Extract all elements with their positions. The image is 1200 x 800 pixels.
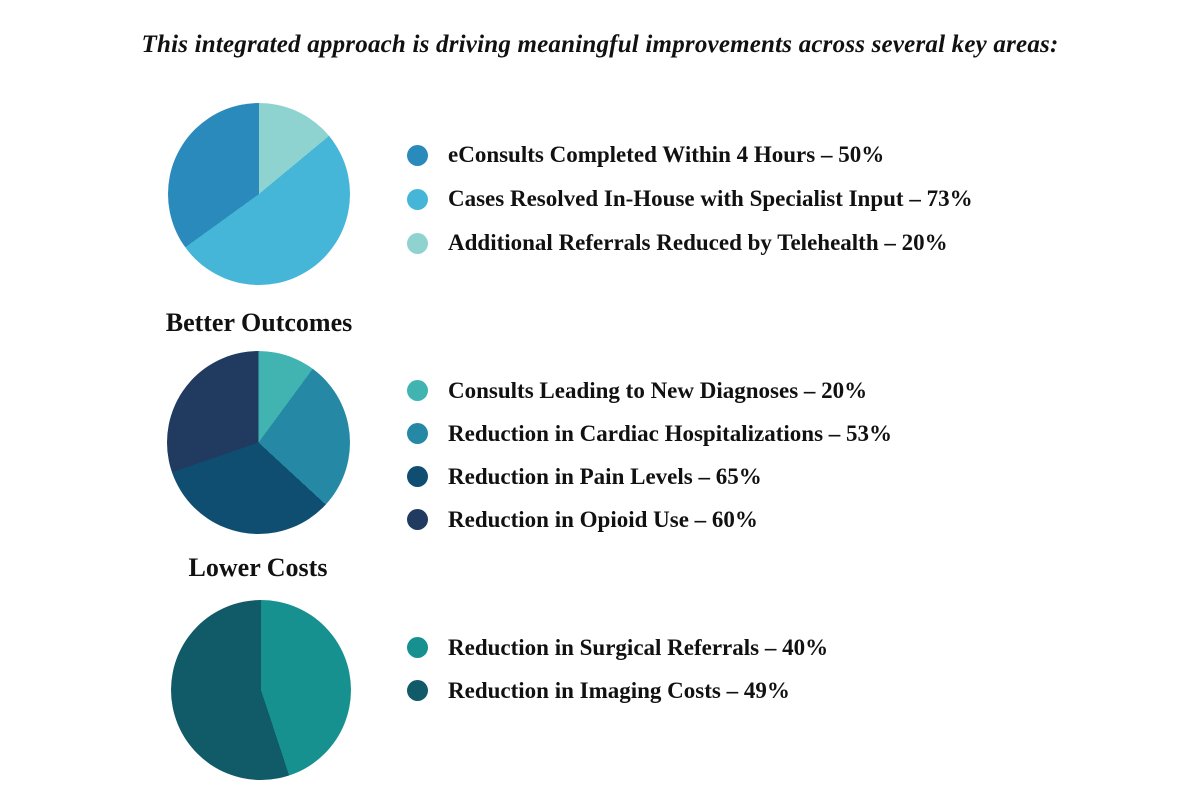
legend-label: Reduction in Surgical Referrals – 40% xyxy=(448,634,829,660)
pie-chart-lower-costs xyxy=(167,351,350,534)
legend-lower-costs xyxy=(407,369,892,541)
legend-bullet-icon xyxy=(407,380,428,401)
legend-item xyxy=(407,455,892,498)
legend-item xyxy=(407,412,892,455)
legend-label: Cases Resolved In-House with Specialist Input – 73% xyxy=(448,186,973,211)
legend-item xyxy=(407,221,973,265)
legend-label: eConsults Completed Within 4 Hours – 50% xyxy=(448,142,885,167)
legend-label: Reduction in Pain Levels – 65% xyxy=(448,463,762,489)
pie-caption-better-outcomes: Better Outcomes xyxy=(165,308,353,337)
legend-label: Reduction in Cardiac Hospitalizations – 53% xyxy=(448,420,893,446)
legend-label: Additional Referrals Reduced by Telehealth – 20% xyxy=(448,230,948,255)
legend-label: Reduction in Opioid Use – 60% xyxy=(448,506,758,532)
page-title: This integrated approach is driving meaningful improvements across several key areas: xyxy=(141,31,1059,58)
legend-better-outcomes xyxy=(407,133,973,265)
legend-bullet-icon xyxy=(407,189,428,210)
legend-item xyxy=(407,369,892,412)
legend-bullet-icon xyxy=(407,145,428,166)
pie-chart-better-outcomes xyxy=(168,103,350,285)
legend-item xyxy=(407,626,828,669)
legend-bullet-icon xyxy=(407,423,428,444)
legend-bullet-icon xyxy=(407,509,428,530)
legend-item xyxy=(407,133,973,177)
legend-bullet-icon xyxy=(407,680,428,701)
legend-label: Reduction in Imaging Costs – 49% xyxy=(448,677,790,703)
legend-item xyxy=(407,669,828,712)
legend-item xyxy=(407,177,973,221)
legend-item xyxy=(407,498,892,541)
pie-chart-referrals-imaging xyxy=(171,600,351,780)
legend-bullet-icon xyxy=(407,466,428,487)
legend-label: Consults Leading to New Diagnoses – 20% xyxy=(448,377,868,403)
legend-bullet-icon xyxy=(407,233,428,254)
legend-referrals-imaging xyxy=(407,626,828,712)
legend-bullet-icon xyxy=(407,637,428,658)
pie-caption-lower-costs: Lower Costs xyxy=(188,553,328,582)
